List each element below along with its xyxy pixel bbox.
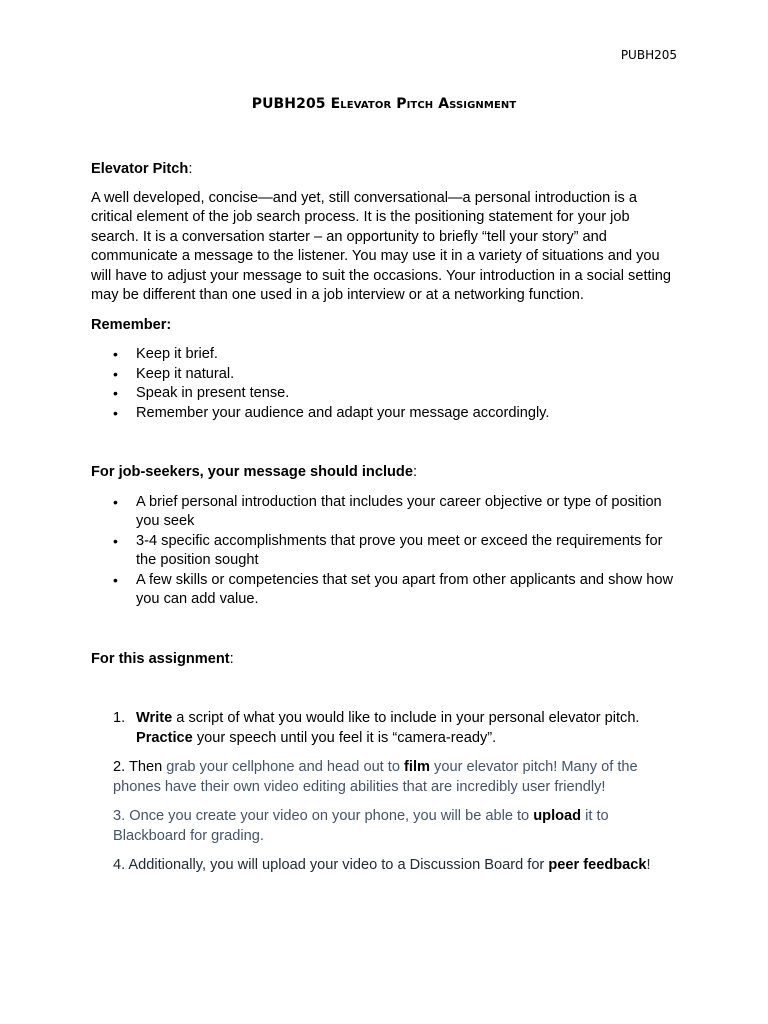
bullet-glyph: • — [113, 385, 118, 401]
bullet-glyph: • — [113, 365, 118, 382]
step-2-text-b: your elevator pitch! Many of the phones have their own video editing abilities that are incredibly user friendly! — [113, 759, 638, 795]
upload-keyword: upload — [533, 808, 582, 824]
bullet-glyph: • — [113, 532, 118, 549]
remember-list — [91, 345, 681, 423]
page-header-course-code: PUBH205 — [620, 48, 677, 62]
practice-keyword: Practice — [136, 729, 193, 746]
list-item — [91, 404, 681, 424]
step-2 — [91, 758, 681, 797]
write-text: a script of what you would like to include in your personal elevator pitch. — [172, 710, 640, 726]
document-body — [91, 160, 681, 876]
elevator-pitch-paragraph: A well developed, concise—and yet, still conversational—a personal introduction is a critical element of the job search process. It is the positioning statement for your job search. It is a conversation starter – an opportunity to briefly “tell your story” and communicate a message to the listener. You may use it in a variety of situations and you will have to adjust your message to suit the occasions. Your introduction in a social setting may be different than one used in a job interview or at a networking function. — [91, 189, 672, 303]
film-keyword: film — [404, 759, 430, 775]
list-item — [91, 365, 681, 385]
step-3-text-a: 3. Once you create your video on your phone, you will be able to — [113, 808, 534, 824]
list-item — [91, 384, 681, 404]
step-1 — [91, 709, 681, 748]
step-4-text-a: 4. Additionally, you will upload your video to a Discussion Board for — [113, 857, 549, 873]
practice-text: your speech until you feel it is “camera-ready”. — [192, 729, 497, 746]
peer-feedback-keyword: peer feedback — [548, 857, 647, 873]
list-item — [91, 345, 681, 365]
list-item — [91, 532, 681, 571]
title-text: Elevator Pitch Assignment — [330, 96, 517, 112]
job-seekers-list — [91, 493, 681, 610]
list-item-text: Keep it natural. — [136, 365, 235, 382]
step-1-number: 1. — [113, 710, 126, 726]
list-item — [91, 493, 681, 532]
list-item-text: Speak in present tense. — [136, 385, 290, 401]
step-2-lead: 2. Then — [113, 759, 163, 775]
list-item-text: 3-4 specific accomplishments that prove you meet or exceed the requirements for the position sought — [136, 532, 663, 568]
list-item-text: A brief personal introduction that includes your career objective or type of position you seek — [136, 493, 662, 529]
title-course-code: PUBH205 — [251, 96, 326, 112]
document-title — [0, 96, 768, 112]
remember-heading: Remember: — [91, 316, 172, 333]
bullet-glyph: • — [113, 493, 118, 510]
step-2-text-a: grab your cellphone and head out to — [162, 759, 405, 775]
elevator-pitch-heading-colon: : — [188, 161, 193, 177]
step-4 — [91, 856, 681, 876]
list-item-text: Remember your audience and adapt your message accordingly. — [136, 404, 550, 421]
job-seekers-heading — [91, 463, 681, 483]
bullet-glyph: • — [113, 404, 118, 421]
write-keyword: Write — [136, 710, 173, 726]
assignment-heading — [91, 650, 681, 670]
step-3-text-b: it to Blackboard for grading. — [113, 808, 609, 844]
bullet-glyph: • — [113, 571, 118, 588]
assignment-steps — [91, 709, 681, 748]
list-item-text: A few skills or competencies that set you apart from other applicants and show how you can add value. — [136, 571, 673, 607]
list-item — [91, 571, 681, 610]
bullet-glyph: • — [113, 346, 118, 362]
step-4-text-b: ! — [646, 857, 651, 873]
assignment-heading-text: For this assignment — [91, 650, 230, 667]
list-item-text: Keep it brief. — [136, 346, 218, 362]
job-seekers-heading-colon: : — [412, 464, 418, 480]
job-seekers-heading-text: For job-seekers, your message should include — [91, 464, 413, 480]
assignment-heading-colon: : — [229, 650, 234, 667]
elevator-pitch-heading — [91, 160, 681, 180]
step-3 — [91, 807, 681, 846]
elevator-pitch-heading-text: Elevator Pitch — [91, 161, 189, 177]
